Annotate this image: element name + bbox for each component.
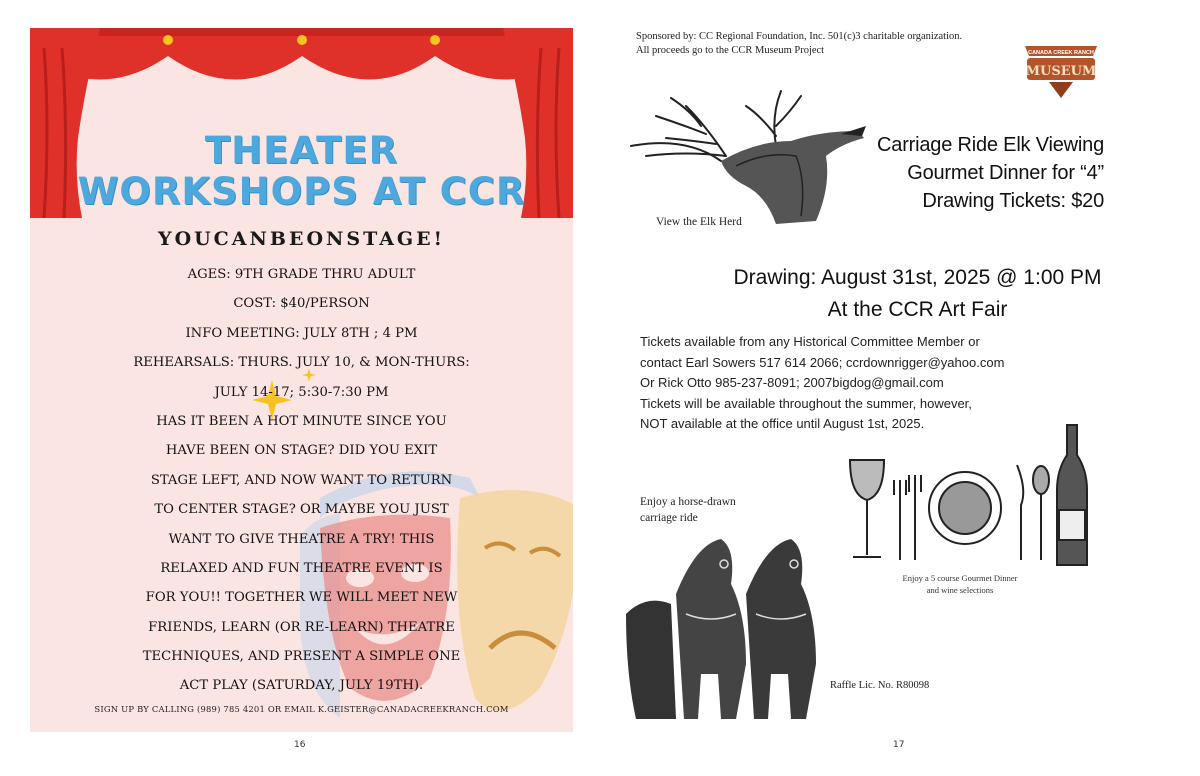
- tickets-line: contact Earl Sowers 517 614 2066; ccrdownrigger@yahoo.com: [640, 354, 1005, 370]
- dinner-illustration: [845, 420, 1095, 572]
- flyer-line: REHEARSALS: THURS. JULY 10, & MON-THURS:: [133, 355, 470, 371]
- carriage-caption: Enjoy a horse-drawn carriage ride: [640, 496, 736, 524]
- flyer-line: TO CENTER STAGE? OR MAYBE YOU JUST: [154, 502, 449, 518]
- dinner-caption-line: Enjoy a 5 course Gourmet Dinner: [902, 573, 1018, 583]
- flyer-line: FRIENDS, LEARN (OR RE-LEARN) THEATRE: [148, 619, 455, 635]
- theater-flyer: [30, 28, 573, 732]
- badge-top-text: CANADA CREEK RANCH: [1028, 50, 1094, 56]
- flyer-line: WANT TO GIVE THEATRE A TRY! THIS: [168, 531, 435, 547]
- horses-illustration: [626, 524, 821, 724]
- drawing-location: At the CCR Art Fair: [827, 298, 1008, 321]
- tickets-line: Tickets will be available throughout the summer, however,: [640, 395, 972, 411]
- dinner-caption-line: and wine selections: [926, 585, 994, 595]
- tickets-line: Tickets available from any Historical Committee Member or: [640, 334, 980, 349]
- flyer-line: HAVE BEEN ON STAGE? DID YOU EXIT: [165, 443, 438, 459]
- elk-caption: View the Elk Herd: [656, 216, 742, 228]
- tickets-line: Or Rick Otto 985-237-8091; 2007bigdog@gmail.com: [640, 375, 944, 390]
- tickets-line: NOT available at the office until August 1st, 2025.: [640, 416, 925, 431]
- flyer-subtitle: YOUCANBEONSTAGE!: [158, 228, 445, 250]
- flyer-line: STAGE LEFT, AND NOW WANT TO RETURN: [150, 472, 453, 488]
- flyer-line: INFO MEETING: JULY 8TH ; 4 PM: [185, 325, 418, 341]
- flyer-line: TECHNIQUES, AND PRESENT A SIMPLE ONE: [142, 649, 461, 665]
- page-number-left: 16: [294, 740, 306, 750]
- flyer-details: [100, 260, 503, 701]
- curtain-valance: [30, 28, 573, 98]
- sponsor-line: All proceeds go to the CCR Museum Project: [636, 45, 825, 56]
- page-number-right: 17: [893, 740, 905, 750]
- drawing-date: Drawing: August 31st, 2025 @ 1:00 PM: [733, 266, 1102, 289]
- flyer-line: ACT PLAY (SATURDAY, JULY 19TH).: [179, 678, 424, 694]
- flyer-line: HAS IT BEEN A HOT MINUTE SINCE YOU: [156, 413, 447, 429]
- museum-badge: [1023, 44, 1099, 100]
- sponsor-line: Sponsored by: CC Regional Foundation, Inc. 501(c)3 charitable organization.: [636, 31, 963, 42]
- prize-line: Gourmet Dinner for “4”: [907, 162, 1104, 184]
- flyer-line: COST: $40/PERSON: [233, 296, 370, 312]
- dinner-caption: [880, 572, 1040, 596]
- prize-line: Drawing Tickets: $20: [922, 190, 1104, 212]
- flyer-signup-footer: SIGN UP BY CALLING (989) 785 4201 OR EMAIL K.GEISTER@CANADACREEKRANCH.COM: [94, 704, 509, 714]
- flyer-title-line2: WORKSHOPS AT CCR: [77, 170, 526, 213]
- flyer-title-line1: THEATER: [204, 129, 399, 172]
- flyer-line: AGES: 9TH GRADE THRU ADULT: [187, 267, 416, 282]
- badge-main-text: MUSEUM: [1025, 64, 1097, 79]
- prize-line: Carriage Ride Elk Viewing: [877, 134, 1104, 156]
- flyer-line: FOR YOU!! TOGETHER WE WILL MEET NEW: [145, 590, 458, 606]
- flyer-line: RELAXED AND FUN THEATRE EVENT IS: [160, 560, 443, 576]
- sponsor-block: [636, 30, 1056, 58]
- raffle-license: Raffle Lic. No. R80098: [830, 680, 930, 691]
- elk-illustration: [626, 86, 871, 224]
- flyer-line: JULY 14-17; 5:30-7:30 PM: [214, 384, 389, 400]
